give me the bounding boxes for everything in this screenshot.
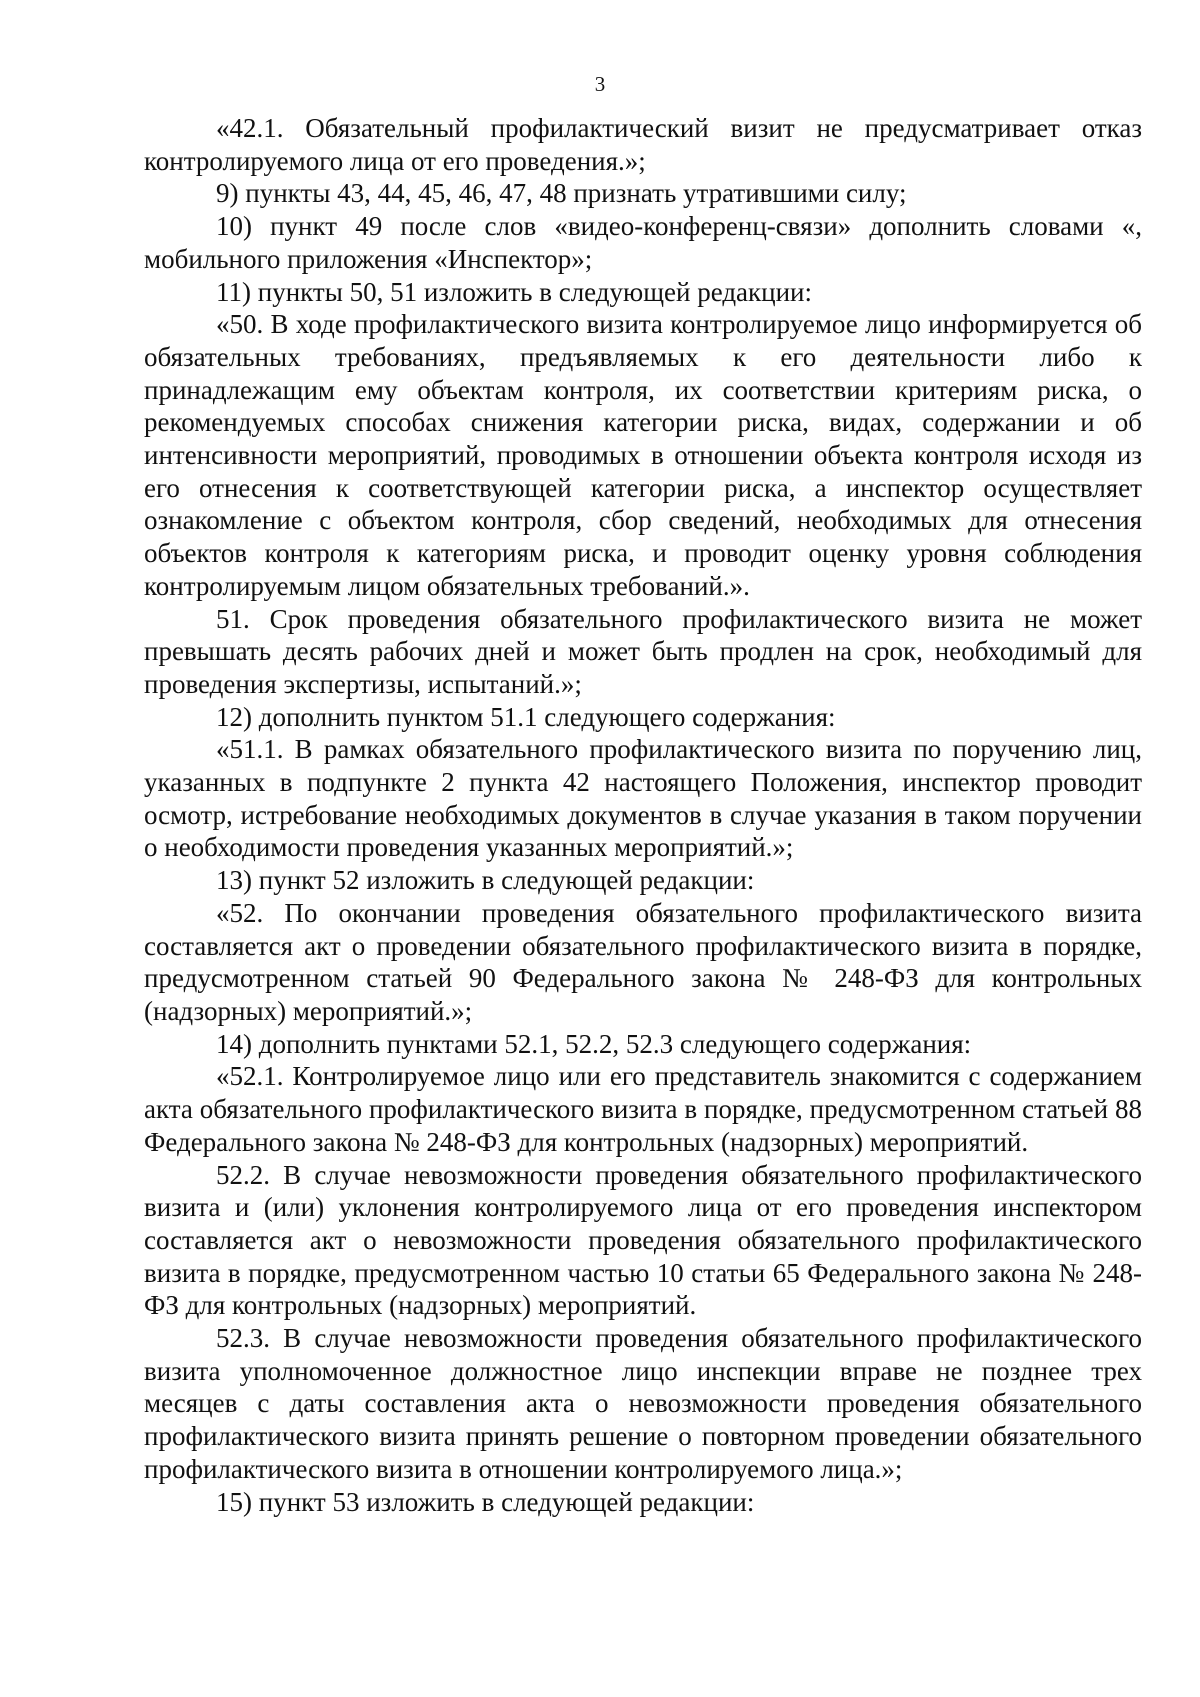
paragraph-50: «50. В ходе профилактического визита контролируемое лицо информируется об обязательных требованиях, предъявляемых к его деятельности либо к принадлежащим ему объектам контроля, их соответствии критериям риска, о рекомендуемых способах снижения категории риска, видах, содержании и об интенсивности мероприятий, проводимых в отношении объекта контроля исходя из его отнесения к соответствующей категории риска, а инспектор осуществляет ознакомление с объектом контроля, сбор сведений, необходимых для отнесения объектов контроля к категориям риска, и проводит оценку уровня соблюдения контролируемым лицом обязательных требований.». — [144, 309, 1142, 601]
paragraph-52-1: «52.1. Контролируемое лицо или его представитель знакомится с содержанием акта обязательного профилактического визита в порядке, предусмотренном статьей 88 Федерального закона № 248-ФЗ для контрольных (надзорных) мероприятий. — [144, 1061, 1142, 1157]
paragraph-item-11: 11) пункты 50, 51 изложить в следующей редакции: — [216, 276, 813, 307]
paragraph-52-3: 52.3. В случае невозможности проведения обязательного профилактического визита уполномоченное должностное лицо инспекции вправе не позднее трех месяцев с даты составления акта о невозможности проведения обязательного профилактического визита принять решение о повторном проведении обязательного профилактического визита в отношении контролируемого лица.»; — [144, 1323, 1142, 1484]
paragraph-51-1: «51.1. В рамках обязательного профилактического визита по поручению лиц, указанных в подпункте 2 пункта 42 настоящего Положения, инспектор проводит осмотр, истребование необходимых документов в случае указания в таком поручении о необходимости проведения указанных мероприятий.»; — [144, 734, 1142, 863]
paragraph-item-15: 15) пункт 53 изложить в следующей редакции: — [216, 1486, 755, 1517]
paragraph-item-9: 9) пункты 43, 44, 45, 46, 47, 48 признать утратившими силу; — [216, 178, 907, 209]
paragraph-52-2: 52.2. В случае невозможности проведения обязательного профилактического визита и (или) уклонения контролируемого лица от его проведения инспектором составляется акт о невозможности проведения обязательного профилактического визита в порядке, предусмотренном частью 10 статьи 65 Федерального закона № 248-ФЗ для контрольных (надзорных) мероприятий. — [144, 1159, 1142, 1321]
paragraph-item-10: 10) пункт 49 после слов «видео-конференц-связи» дополнить словами «, мобильного приложения «Инспектор»; — [144, 211, 1142, 274]
paragraph-item-14: 14) дополнить пунктами 52.1, 52.2, 52.3 следующего содержания: — [216, 1028, 972, 1059]
paragraph-42-1: «42.1. Обязательный профилактический визит не предусматривает отказ контролируемого лица от его проведения.»; — [144, 113, 1142, 176]
document-body — [144, 112, 1142, 1518]
paragraph-51: 51. Срок проведения обязательного профилактического визита не может превышать десять рабочих дней и может быть продлен на срок, необходимый для проведения экспертизы, испытаний.»; — [144, 603, 1142, 699]
page-number: 3 — [594, 72, 606, 96]
paragraph-52: «52. По окончании проведения обязательного профилактического визита составляется акт о проведении обязательного профилактического визита в порядке, предусмотренном статьей 90 Федерального закона № 248-ФЗ для контрольных (надзорных) мероприятий.»; — [144, 897, 1142, 1026]
paragraph-item-13: 13) пункт 52 изложить в следующей редакции: — [216, 865, 755, 896]
paragraph-item-12: 12) дополнить пунктом 51.1 следующего содержания: — [216, 701, 836, 732]
